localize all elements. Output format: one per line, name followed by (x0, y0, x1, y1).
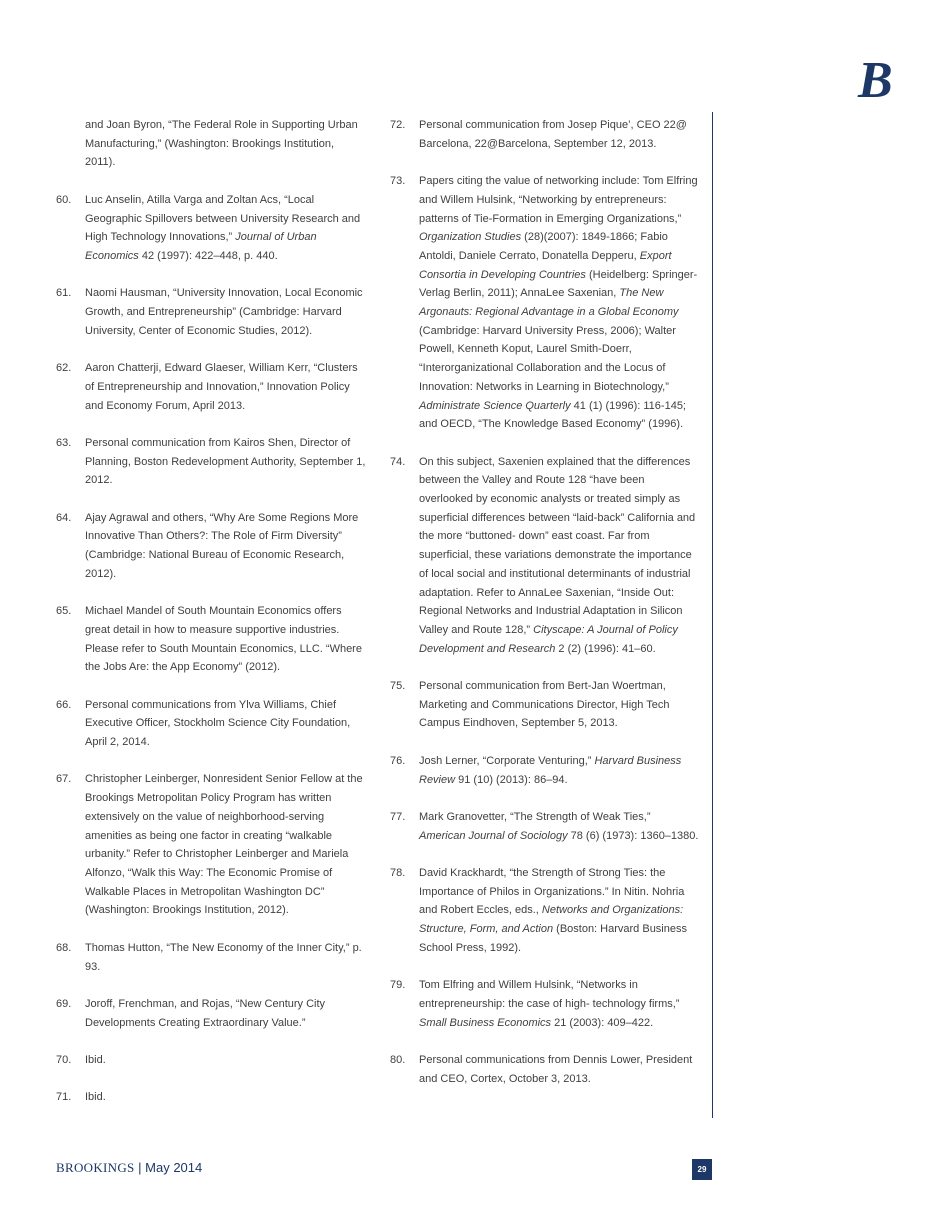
endnote-number: 63. (56, 436, 72, 449)
endnote (56, 602, 366, 677)
endnote-number: 77. (390, 810, 406, 823)
endnote-number: 71. (56, 1091, 72, 1104)
endnote-text-segment: Christopher Leinberger, Nonresident Senior Fellow at the Brookings Metropolitan Policy Program has written extensively on the value of neighborhood-serving amenities as being one factor in creating “walkable urbanity.” Refer to Christopher Leinberger and Mariela Alfonzo, “Walk this Way: The Economic Promise of Walkable Places in Metropolitan Washington DC” (Washington: Brookings Institution, 2012). (85, 773, 363, 917)
endnote-number: 60. (56, 193, 72, 206)
endnote-text (419, 172, 700, 434)
endnote-text-segment: 41 (1) (1996): 116-145; and OECD, “The Knowledge Based Economy” (1996). (419, 399, 686, 431)
column-divider (712, 112, 713, 1118)
endnote-text (419, 116, 700, 153)
endnote (390, 1051, 700, 1088)
endnote (390, 677, 700, 733)
endnote-text-segment: Mark Granovetter, “The Strength of Weak Ties,” (419, 810, 651, 823)
footer-separator: | (134, 1160, 146, 1175)
endnote-text-segment: Papers citing the value of networking include: Tom Elfring and Willem Hulsink, “Networking by entrepreneurs: patterns of Tie-Formation in Emerging Organizations,” (419, 175, 698, 225)
endnote-text-segment: Personal communication from Bert-Jan Woertman, Marketing and Communications Director, High Tech Campus Eindhoven, September 5, 2013. (419, 680, 670, 730)
endnote (56, 434, 366, 490)
endnote-text-segment: Thomas Hutton, “The New Economy of the Inner City,” p. 93. (85, 941, 362, 973)
endnote-text (85, 284, 366, 340)
endnotes-left-column (56, 116, 366, 1126)
endnote-text (85, 939, 366, 976)
endnote-number: 62. (56, 362, 72, 375)
endnote (56, 191, 366, 266)
endnote-number: 66. (56, 698, 72, 711)
endnote-text-segment: 91 (10) (2013): 86–94. (455, 773, 568, 786)
endnote-number: 61. (56, 287, 72, 300)
endnote-text (419, 976, 700, 1032)
endnote-title-italic: Organization Studies (419, 231, 522, 244)
endnote-text-segment: 21 (2003): 409–422. (551, 1016, 654, 1029)
endnote-text-segment: 78 (6) (1973): 1360–1380. (567, 829, 699, 842)
endnote-number: 75. (390, 680, 406, 693)
endnote-title-italic: Journal of Urban Economics (85, 231, 317, 262)
endnote-text-segment: Tom Elfring and Willem Hulsink, “Networks in entrepreneurship: the case of high- technology firms,” (419, 979, 680, 1010)
endnote-text-segment: and Joan Byron, “The Federal Role in Supporting Urban Manufacturing,” (Washington: Brookings Institution, 2011). (85, 119, 358, 169)
endnote-text-segment: On this subject, Saxenien explained that the differences between the Valley and Route 128 “have been overlooked by economic analysts or treated simply as superficial differences between “laid-back” California and the more “buttoned- down” east coast. Far from superficial, these variations demonstrate the importance of local social and institutional determinants of industrial adaptation. Refer to AnnaLee Saxenian, “Inside Out: Regional Networks and Industrial Adaptation in Silicon Valley and Route 128,” (419, 455, 696, 636)
endnote (56, 939, 366, 976)
endnote-number: 70. (56, 1053, 72, 1066)
endnote (56, 359, 366, 415)
endnote-title-italic: Cityscape: A Journal of Policy Development and Research (419, 623, 678, 655)
endnote-text (85, 116, 366, 172)
endnote-text (419, 677, 700, 733)
endnote-text (85, 191, 366, 266)
endnote-number: 64. (56, 511, 72, 524)
endnote-text-segment: (Cambridge: Harvard University Press, 2006); Walter Powell, Kenneth Koput, Laurel Smith-Doerr, “Interorganizational Collaboration and the Locus of Innovation: Networks in Learning in Biotechnology,” (419, 324, 676, 393)
endnote-number: 65. (56, 605, 72, 618)
endnote (390, 116, 700, 153)
endnote (390, 808, 700, 845)
endnote (56, 995, 366, 1032)
endnote-number: 76. (390, 754, 406, 767)
endnote-number: 79. (390, 979, 406, 992)
page-number: 29 (692, 1159, 712, 1180)
endnote-text (419, 752, 700, 789)
endnote-text (85, 509, 366, 584)
endnote-text-segment: Aaron Chatterji, Edward Glaeser, William Kerr, “Clusters of Entrepreneurship and Innovation,” Innovation Policy and Economy Forum, April 2013. (85, 362, 358, 412)
endnote-title-italic: American Journal of Sociology (419, 829, 568, 842)
endnote (390, 172, 700, 434)
endnote-number: 80. (390, 1054, 406, 1067)
endnote-text-segment: (Boston: Harvard Business School Press, 1992). (419, 923, 687, 954)
endnote-text (85, 770, 366, 920)
endnote-text-segment: Personal communications from Ylva Williams, Chief Executive Officer, Stockholm Science City Foundation, April 2, 2014. (85, 698, 351, 749)
endnote-number: 67. (56, 773, 72, 786)
endnote-title-italic: Harvard Business Review (419, 754, 682, 786)
endnote-text-segment: Luc Anselin, Atilla Varga and Zoltan Acs, “Local Geographic Spillovers between University Research and High Technology Innovations,” (85, 193, 361, 244)
footer-brand (56, 1160, 202, 1176)
endnote (56, 1088, 366, 1107)
footer-brand-name: BROOKINGS (56, 1160, 135, 1175)
endnote-text-segment: Josh Lerner, “Corporate Venturing,” (419, 754, 595, 767)
endnote (56, 1051, 366, 1070)
endnote-text (85, 359, 366, 415)
endnote-text-segment: (28)(2007): 1849-1866; Fabio Antoldi, Daniele Cerrato, Donatella Depperu, (419, 231, 668, 262)
endnote-text (85, 602, 366, 677)
endnote-title-italic: The New Argonauts: Regional Advantage in a Global Economy (419, 287, 679, 319)
endnote-text (85, 1088, 366, 1107)
endnote-text (419, 808, 700, 845)
endnote (390, 976, 700, 1032)
endnote-text-segment: Personal communication from Josep Pique’, CEO 22@ Barcelona, 22@Barcelona, September 12, 2013. (419, 119, 687, 150)
endnote (56, 284, 366, 340)
endnote-text (85, 696, 366, 752)
endnote-text (419, 864, 700, 958)
endnote-text-segment: 2 (2) (1996): 41–60. (555, 642, 656, 655)
endnote (56, 116, 366, 172)
endnote-text-segment: Personal communication from Kairos Shen, Director of Planning, Boston Redevelopment Authority, September 1, 2012. (85, 436, 366, 487)
endnote (56, 770, 366, 920)
endnote-number: 72. (390, 119, 406, 131)
endnote (390, 864, 700, 958)
endnote-text-segment: Ibid. (85, 1091, 106, 1104)
endnote-text-segment: Personal communications from Dennis Lower, President and CEO, Cortex, October 3, 2013. (419, 1054, 693, 1085)
endnote-text (85, 434, 366, 490)
endnote-text-segment: Naomi Hausman, “University Innovation, Local Economic Growth, and Entrepreneurship” (Cambridge: Harvard University, Center of Economic Studies, 2012). (85, 287, 363, 337)
endnote-text-segment: Ibid. (85, 1053, 106, 1066)
endnote-number: 73. (390, 175, 406, 188)
endnote-text-segment: David Krackhardt, “the Strength of Strong Ties: the Importance of Philos in Organizations.” In Nitin. Nohria and Robert Eccles, eds., (419, 867, 685, 917)
endnote-text-segment: Ajay Agrawal and others, “Why Are Some Regions More Innovative Than Others?: The Role of Firm Diversity” (Cambridge: National Bureau of Economic Research, 2012). (85, 511, 359, 580)
endnote-text (85, 1051, 366, 1070)
footer-date: May 2014 (145, 1160, 203, 1175)
endnote-title-italic: Small Business Economics (419, 1016, 552, 1029)
endnote-number: 68. (56, 941, 72, 954)
endnote-title-italic: Export Consortia in Developing Countries (419, 249, 672, 281)
endnote-text-segment: Michael Mandel of South Mountain Economics offers great detail in how to measure supportive industries. Please refer to South Mountain Economics, LLC. “Where the Jobs Are: the App Economy” (2012). (85, 605, 362, 674)
endnote (390, 453, 700, 659)
brookings-logo: B (858, 52, 893, 109)
endnote (390, 752, 700, 789)
endnote-number: 69. (56, 997, 72, 1010)
endnote (56, 696, 366, 752)
endnote-text (85, 995, 366, 1032)
endnotes-right-column (390, 116, 700, 1107)
endnote-title-italic: Networks and Organizations: Structure, Form, and Action (419, 904, 684, 936)
endnote-text-segment: (Heidelberg: Springer-Verlag Berlin, 2011); AnnaLee Saxenian, (419, 268, 698, 300)
endnote-title-italic: Administrate Science Quarterly (419, 399, 571, 412)
endnote-text-segment: Joroff, Frenchman, and Rojas, “New Century City Developments Creating Extraordinary Value.” (85, 997, 326, 1029)
endnote-text (419, 453, 700, 659)
endnote (56, 509, 366, 584)
endnote-number: 78. (390, 867, 406, 880)
endnote-text-segment: 42 (1997): 422–448, p. 440. (138, 249, 278, 262)
endnote-number: 74. (390, 455, 406, 468)
endnote-text (419, 1051, 700, 1088)
